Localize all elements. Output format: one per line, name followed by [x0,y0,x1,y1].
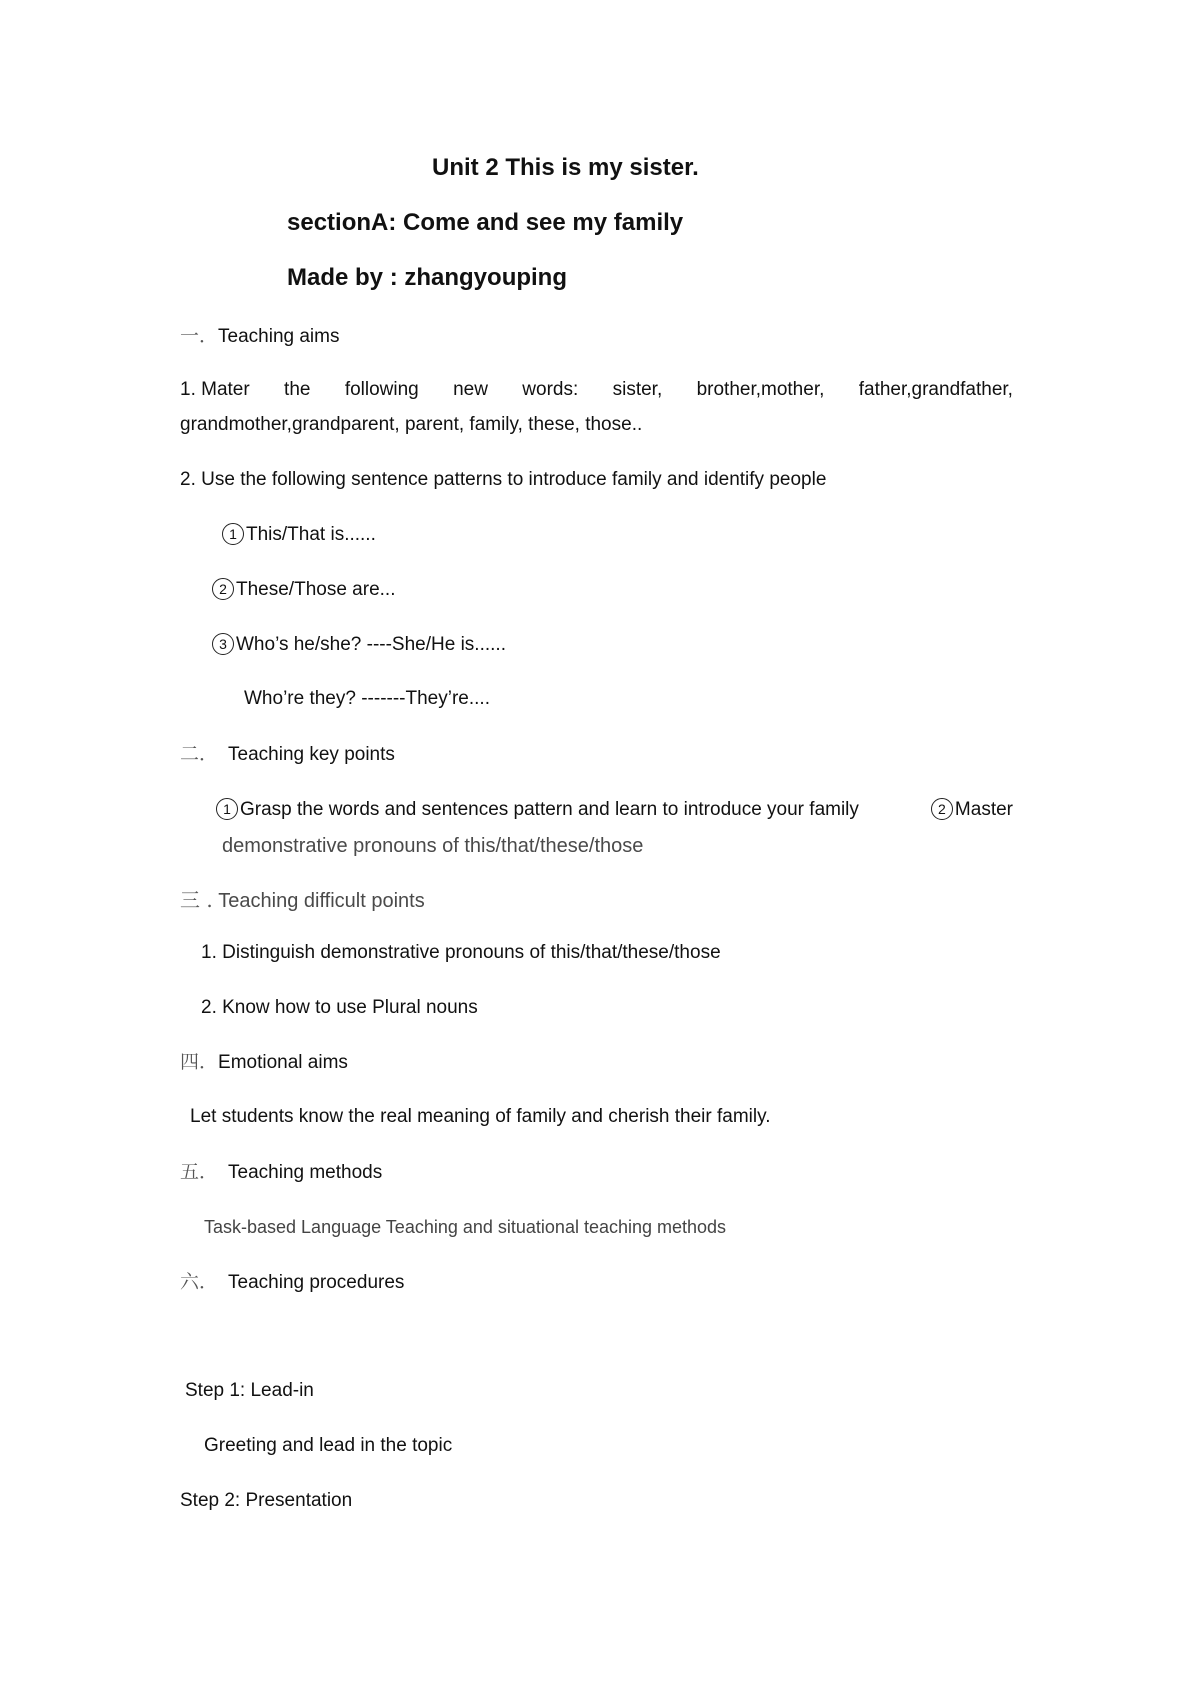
pattern-2 [212,578,395,601]
aim-1-word: words: [522,379,579,400]
circled-number-2: 2 [212,578,234,600]
aim-1-continuation: grandmother,grandparent, parent, family, these, those.. [180,414,643,435]
emotional-aims-text: Let students know the real meaning of family and cherish their family. [190,1106,771,1127]
key-point-1 [216,798,859,821]
aim-1-word: 1. Mater [180,379,250,400]
key-points-line [216,798,1013,821]
key-point-2 [931,798,1013,821]
section-5-heading [180,1161,382,1184]
difficult-point-1: 1. Distinguish demonstrative pronouns of this/that/these/those [201,942,721,963]
aim-1-word: new [453,379,488,400]
circled-number-1: 1 [216,798,238,820]
section-3-heading [180,889,425,912]
circled-number-1: 1 [222,523,244,545]
section-3-number: 三 . [180,888,213,912]
section-6-number: 六． [180,1271,219,1293]
document-title: Unit 2 This is my sister. [432,154,699,181]
section-1-heading [180,325,339,348]
section-3-title: Teaching difficult points [218,890,425,912]
key-point-2-continuation: demonstrative pronouns of this/that/these/those [222,835,644,857]
pattern-4: Who’re they? -------They’re.... [244,688,490,709]
step-1-text: Greeting and lead in the topic [204,1435,453,1456]
pattern-3-text: Who’s he/she? ----She/He is...... [236,634,506,655]
aim-2: 2. Use the following sentence patterns to introduce family and identify people [180,469,827,490]
circled-number-2: 2 [931,798,953,820]
step-1-title: Step 1: Lead-in [185,1380,314,1401]
section-5-title: Teaching methods [228,1162,383,1183]
aim-1-word: father,grandfather, [858,379,1013,400]
section-4-title: Emotional aims [218,1052,348,1073]
pattern-1 [222,523,376,546]
aim-1-words [180,379,1013,401]
aim-1-word: the [284,379,311,400]
section-1-number: 一． [180,325,219,347]
circled-number-3: 3 [212,633,234,655]
pattern-3 [212,633,506,656]
step-2-title: Step 2: Presentation [180,1490,353,1511]
section-title: sectionA: Come and see my family [287,209,684,236]
section-4-heading [180,1051,348,1074]
section-1-title: Teaching aims [218,326,340,347]
aim-1-word: brother,mother, [696,379,825,400]
key-point-1-text: Grasp the words and sentences pattern and learn to introduce your family [240,799,859,820]
section-6-heading [180,1271,404,1294]
section-2-heading [180,743,395,766]
aim-1-word: following [344,379,419,400]
section-5-number: 五． [180,1161,219,1183]
pattern-1-text: This/That is...... [246,524,376,545]
section-6-title: Teaching procedures [228,1272,405,1293]
section-2-title: Teaching key points [228,744,395,765]
teaching-methods-text: Task-based Language Teaching and situational teaching methods [204,1217,727,1237]
aim-1-word: sister, [612,379,663,400]
key-point-2-text: Master [954,799,1013,820]
pattern-2-text: These/Those are... [236,579,396,600]
section-4-number: 四． [180,1051,219,1073]
author-line: Made by : zhangyouping [287,264,567,291]
section-2-number: 二． [180,743,219,765]
difficult-point-2: 2. Know how to use Plural nouns [201,997,478,1018]
